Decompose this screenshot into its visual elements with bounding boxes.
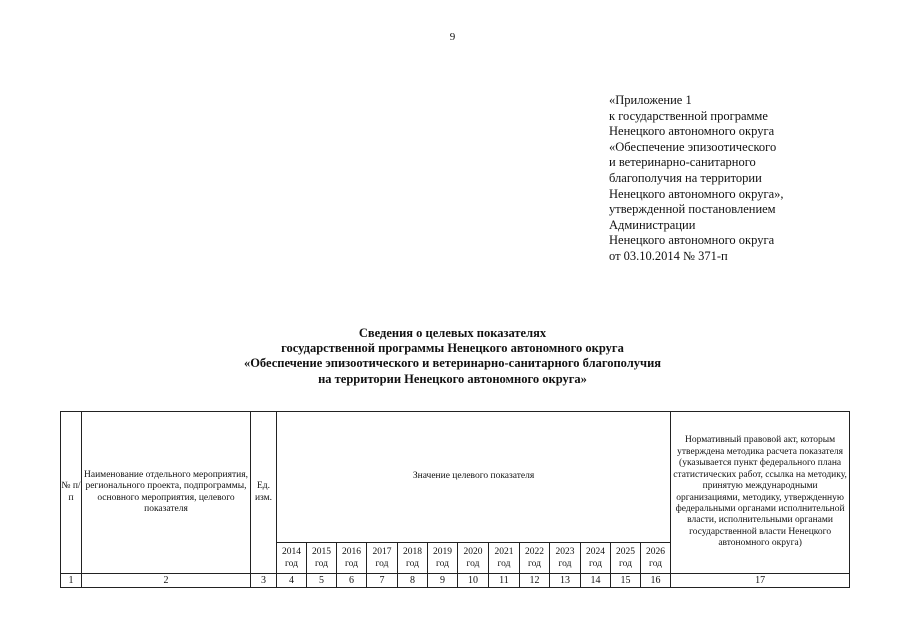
column-number: 8 — [398, 574, 428, 588]
header-legal-act: Нормативный правовой акт, которым утверждена методика расчета показателя (указывается пункт федерального плана статистических работ, ссылка на методику, принятую международными организациями, методику, утвержденную федеральными органами исполнительной власти, исполнительными органами государственной власти Ненецкого автономного округа) — [671, 412, 850, 574]
year-header: 2019 год — [428, 543, 458, 574]
column-number: 1 — [61, 574, 82, 588]
appendix-line: благополучия на территории — [609, 170, 762, 185]
column-number: 11 — [489, 574, 520, 588]
appendix-line: Ненецкого автономного округа — [609, 233, 775, 248]
year-header: 2016 год — [337, 543, 367, 574]
appendix-line: Ненецкого автономного округа», — [609, 186, 784, 201]
appendix-line: Администрации — [609, 217, 696, 232]
indicators-table — [60, 411, 850, 588]
appendix-note — [609, 93, 784, 265]
year-header: 2017 год — [367, 543, 398, 574]
column-number: 5 — [307, 574, 337, 588]
year-header: 2015 год — [307, 543, 337, 574]
page-number: 9 — [449, 31, 456, 43]
column-number: 7 — [367, 574, 398, 588]
column-number: 9 — [428, 574, 458, 588]
column-number: 4 — [277, 574, 307, 588]
column-number: 12 — [520, 574, 550, 588]
column-number: 3 — [251, 574, 277, 588]
title-line: «Обеспечение эпизоотического и ветеринарно-санитарного благополучия — [243, 356, 662, 371]
column-number: 2 — [82, 574, 251, 588]
year-header: 2018 год — [398, 543, 428, 574]
header-unit: Ед. изм. — [251, 412, 277, 574]
title-line: на территории Ненецкого автономного округа» — [318, 371, 587, 386]
title-line: государственной программы Ненецкого автономного округа — [281, 341, 624, 356]
year-header: 2014 год — [277, 543, 307, 574]
header-num: № п/п — [61, 412, 82, 574]
column-number: 10 — [458, 574, 489, 588]
appendix-line: к государственной программе — [609, 108, 768, 123]
title-line: Сведения о целевых показателях — [358, 326, 547, 340]
appendix-line: «Обеспечение эпизоотического — [609, 139, 777, 154]
column-number: 14 — [581, 574, 611, 588]
column-number: 17 — [671, 574, 850, 588]
appendix-line: «Приложение 1 — [609, 93, 692, 107]
column-number: 16 — [641, 574, 671, 588]
appendix-line: Ненецкого автономного округа — [609, 124, 775, 139]
year-header: 2023 год — [550, 543, 581, 574]
year-header: 2025 год — [611, 543, 641, 574]
appendix-line: и ветеринарно-санитарного — [609, 155, 756, 170]
header-target-value: Значение целевого показателя — [277, 412, 671, 543]
year-header: 2020 год — [458, 543, 489, 574]
year-header: 2022 год — [520, 543, 550, 574]
appendix-line: утвержденной постановлением — [609, 202, 776, 217]
year-header: 2024 год — [581, 543, 611, 574]
column-number: 6 — [337, 574, 367, 588]
year-header: 2021 год — [489, 543, 520, 574]
header-name: Наименование отдельного мероприятия, регионального проекта, подпрограммы, основного мероприятия, целевого показателя — [82, 412, 251, 574]
column-number-row — [61, 574, 850, 588]
document-title — [0, 326, 905, 387]
appendix-line: от 03.10.2014 № 371-п — [609, 248, 728, 263]
column-number: 15 — [611, 574, 641, 588]
year-header: 2026 год — [641, 543, 671, 574]
column-number: 13 — [550, 574, 581, 588]
